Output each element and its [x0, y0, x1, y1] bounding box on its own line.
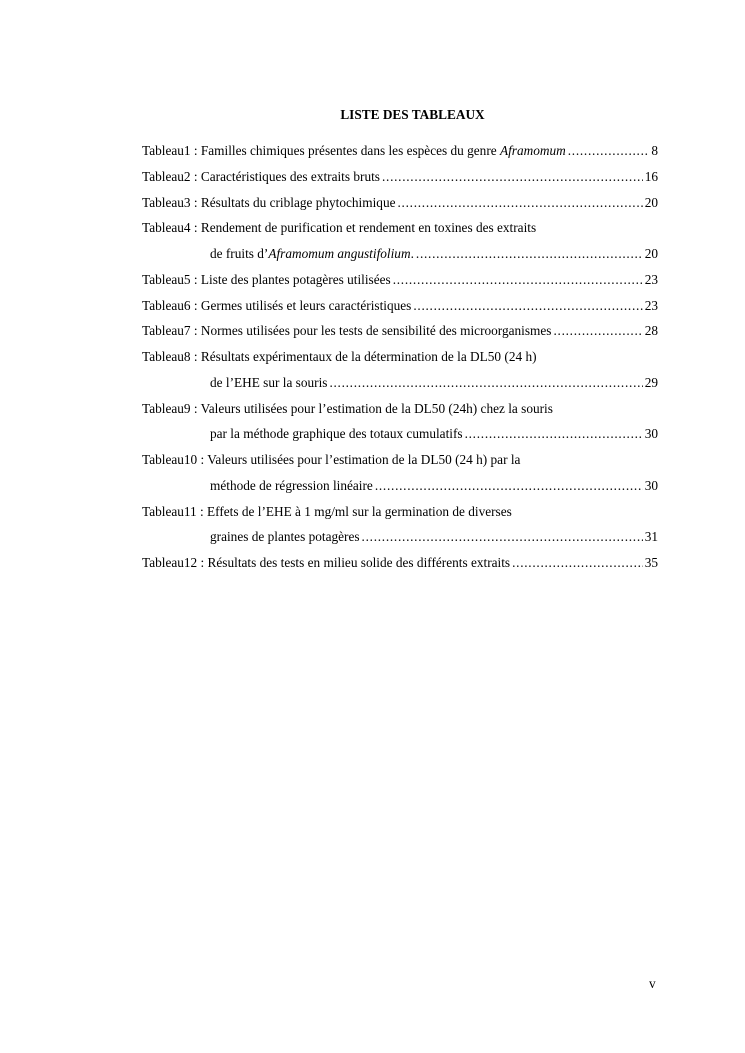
entry-title: Tableau2 : Caractéristiques des extraits bruts [142, 168, 380, 184]
entry-title: par la méthode graphique des totaux cumulatifs [210, 426, 463, 442]
dot-leader [413, 293, 642, 319]
toc-entry-line [142, 499, 658, 525]
toc-entry-line [142, 138, 658, 164]
toc-entry-line [142, 267, 658, 293]
entry-title: Tableau9 : Valeurs utilisées pour l’estimation de la DL50 (24h) chez la souris [142, 400, 553, 416]
entry-title: Tableau10 : Valeurs utilisées pour l’estimation de la DL50 (24 h) par la [142, 452, 521, 467]
entry-title: Tableau4 : Rendement de purification et rendement en toxines des extraits [142, 220, 537, 236]
dot-leader [568, 138, 650, 164]
entry-title: de l’EHE sur la souris [210, 374, 328, 390]
toc-entry-text [142, 447, 520, 473]
toc-entry-text [142, 499, 512, 525]
toc-entry-line [142, 550, 658, 576]
toc-entry-text [210, 370, 327, 396]
entry-page-number: 30 [644, 477, 658, 493]
entry-title: de fruits d’ [210, 246, 269, 261]
entry-title: Tableau8 : Résultats expérimentaux de la détermination de la DL50 (24 h) [142, 349, 537, 364]
page-number: v [649, 976, 656, 991]
entry-title: Tableau11 : Effets de l’EHE à 1 mg/ml sur la germination de diverses [142, 503, 512, 519]
entry-page-number: 28 [644, 323, 658, 339]
toc-entry-text [142, 164, 380, 190]
toc-entry-line [142, 344, 658, 370]
entry-page-number: 31 [644, 529, 658, 545]
toc-entry-text [210, 241, 414, 267]
entry-title: Tableau12 : Résultats des tests en milieu solide des différents extraits [142, 555, 511, 570]
dot-leader [362, 524, 643, 550]
entry-title: méthode de régression linéaire [210, 477, 373, 493]
toc-entry-text [142, 396, 553, 422]
entry-title: Tableau1 : Familles chimiques présentes dans les espèces du genre [142, 143, 500, 158]
entry-page-number: 35 [644, 555, 658, 570]
dot-leader [465, 421, 643, 447]
toc-entry-text [210, 473, 373, 499]
dot-leader [382, 164, 643, 190]
toc-entry-text [142, 318, 551, 344]
toc-entry-text [210, 421, 463, 447]
dot-leader [416, 241, 643, 267]
dot-leader [512, 550, 643, 576]
toc-entry-text [142, 550, 510, 576]
toc-entry-line [142, 370, 658, 396]
entry-page-number: 16 [644, 168, 658, 184]
toc-entry-line [142, 241, 658, 267]
entry-page-number: 8 [651, 143, 658, 158]
toc-entry-line [142, 318, 658, 344]
entry-title: Tableau5 : Liste des plantes potagères utilisées [142, 271, 391, 287]
entry-page-number: 29 [644, 374, 658, 390]
toc-entry-text [142, 344, 537, 370]
toc-entry-text [142, 215, 536, 241]
dot-leader [375, 473, 643, 499]
entry-page-number: 23 [644, 271, 658, 287]
dot-leader [329, 370, 642, 396]
toc-entry-text [142, 293, 411, 319]
toc-entry-line [142, 190, 658, 216]
toc-entry-line [142, 293, 658, 319]
toc-entry-text [210, 524, 360, 550]
toc-entry-text [142, 190, 396, 216]
toc-entry-line [142, 524, 658, 550]
page-title: LISTE DES TABLEAUX [340, 107, 485, 122]
entry-page-number: 30 [644, 426, 658, 442]
entry-title: Tableau7 : Normes utilisées pour les tests de sensibilité des microorganismes [142, 323, 552, 339]
dot-leader [398, 190, 643, 216]
toc-entry-text [142, 138, 566, 164]
dot-leader [553, 318, 642, 344]
entry-page-number: 20 [644, 246, 658, 261]
entry-title: Tableau6 : Germes utilisés et leurs caractéristiques [142, 297, 412, 313]
entry-title-italic: Aframomum [499, 143, 566, 158]
entry-page-number: 23 [644, 297, 658, 313]
table-list [142, 138, 658, 576]
entry-title-italic: Aframomum angustifolium [268, 246, 411, 261]
entry-page-number: 20 [644, 194, 658, 210]
toc-entry-text [142, 267, 391, 293]
dot-leader [393, 267, 643, 293]
toc-entry-line [142, 421, 658, 447]
toc-entry-line [142, 215, 658, 241]
entry-title-suffix: . [410, 246, 414, 261]
entry-title: graines de plantes potagères [210, 529, 360, 545]
entry-title: Tableau3 : Résultats du criblage phytochimique [142, 194, 396, 210]
toc-entry-line [142, 396, 658, 422]
toc-entry-line [142, 473, 658, 499]
toc-entry-line [142, 447, 658, 473]
toc-entry-line [142, 164, 658, 190]
